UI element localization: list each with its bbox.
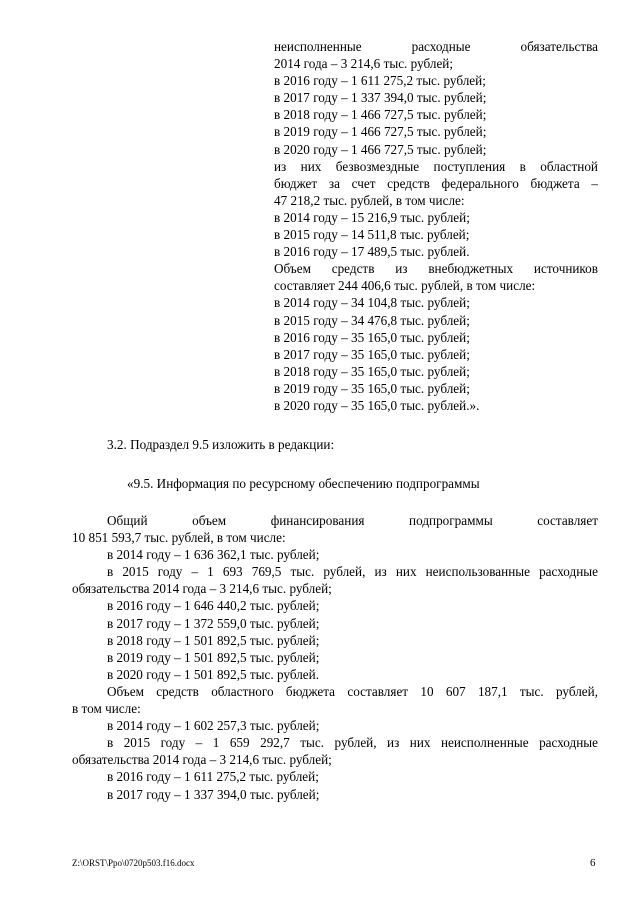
body-text-line: в 2017 году – 1 372 559,0 тыс. рублей; bbox=[107, 615, 320, 631]
body-text-line: Объем средств областного бюджета составляет 10 607 187,1 тыс. рублей, bbox=[107, 683, 598, 699]
right-column-line: в 2017 году – 35 165,0 тыс. рублей; bbox=[274, 346, 470, 362]
right-column-line: в 2020 году – 1 466 727,5 тыс. рублей; bbox=[274, 141, 487, 157]
body-text-line: обязательства 2014 года – 3 214,6 тыс. рублей; bbox=[72, 752, 332, 768]
right-column-line: в 2016 году – 35 165,0 тыс. рублей; bbox=[274, 329, 470, 345]
right-column-line: неисполненные расходные обязательства bbox=[274, 39, 598, 54]
right-column-line: из них безвозмездные поступления в областной bbox=[274, 158, 598, 174]
paragraph-3-2: 3.2. Подраздел 9.5 изложить в редакции: bbox=[107, 437, 335, 452]
right-column-line: составляет 244 406,6 тыс. рублей, в том числе: bbox=[274, 278, 536, 294]
body-text-line: в 2017 году – 1 337 394,0 тыс. рублей; bbox=[107, 786, 320, 802]
body-text-line: в 2016 году – 1 646 440,2 тыс. рублей; bbox=[107, 598, 320, 614]
body-text-line: в том числе: bbox=[72, 701, 141, 717]
body-text-line: в 2015 году – 1 693 769,5 тыс. рублей, из них неиспользованные расходные bbox=[107, 564, 598, 580]
right-column-line: в 2019 году – 35 165,0 тыс. рублей; bbox=[274, 380, 470, 396]
right-column-line: 47 218,2 тыс. рублей, в том числе: bbox=[274, 192, 465, 208]
right-column-line: Объем средств из внебюджетных источников bbox=[274, 261, 598, 277]
right-column-line: бюджет за счет средств федерального бюджета – bbox=[274, 175, 598, 191]
right-column-line: в 2014 году – 34 104,8 тыс. рублей; bbox=[274, 295, 470, 311]
body-text-line: в 2014 году – 1 636 362,1 тыс. рублей; bbox=[107, 547, 320, 563]
section-body-text bbox=[72, 512, 598, 803]
section-heading-9-5: «9.5. Информация по ресурсному обеспечению подпрограммы bbox=[127, 476, 480, 491]
body-text-line: обязательства 2014 года – 3 214,6 тыс. рублей; bbox=[72, 581, 332, 597]
right-column-line: в 2014 году – 15 216,9 тыс. рублей; bbox=[274, 209, 470, 225]
right-column-line: в 2015 году – 14 511,8 тыс. рублей; bbox=[274, 227, 470, 243]
right-column-line: в 2017 году – 1 337 394,0 тыс. рублей; bbox=[274, 90, 487, 106]
body-text-line: Общий объем финансирования подпрограммы составляет bbox=[107, 513, 598, 528]
right-column-line: в 2020 году – 35 165,0 тыс. рублей.». bbox=[274, 397, 480, 413]
right-column-text-block bbox=[274, 38, 598, 414]
body-text-line: в 2014 году – 1 602 257,3 тыс. рублей; bbox=[107, 718, 320, 734]
body-text-line: в 2020 году – 1 501 892,5 тыс. рублей. bbox=[107, 666, 319, 682]
body-text-line: 10 851 593,7 тыс. рублей, в том числе: bbox=[72, 530, 286, 546]
right-column-line: в 2018 году – 35 165,0 тыс. рублей; bbox=[274, 363, 470, 379]
body-text-line: в 2015 году – 1 659 292,7 тыс. рублей, из них неисполненные расходные bbox=[107, 735, 598, 751]
footer-file-path: Z:\ORST\Ppo\0720p503.f16.docx bbox=[72, 858, 195, 868]
page-number: 6 bbox=[590, 857, 596, 869]
right-column-line: в 2016 году – 17 489,5 тыс. рублей. bbox=[274, 244, 470, 260]
right-column-line: 2014 года – 3 214,6 тыс. рублей; bbox=[274, 56, 454, 72]
right-column-line: в 2018 году – 1 466 727,5 тыс. рублей; bbox=[274, 107, 487, 123]
right-column-line: в 2016 году – 1 611 275,2 тыс. рублей; bbox=[274, 73, 486, 89]
body-text-line: в 2018 году – 1 501 892,5 тыс. рублей; bbox=[107, 632, 320, 648]
right-column-line: в 2015 году – 34 476,8 тыс. рублей; bbox=[274, 312, 470, 328]
body-text-line: в 2019 году – 1 501 892,5 тыс. рублей; bbox=[107, 649, 320, 665]
right-column-line: в 2019 году – 1 466 727,5 тыс. рублей; bbox=[274, 124, 487, 140]
body-text-line: в 2016 году – 1 611 275,2 тыс. рублей; bbox=[107, 769, 319, 785]
